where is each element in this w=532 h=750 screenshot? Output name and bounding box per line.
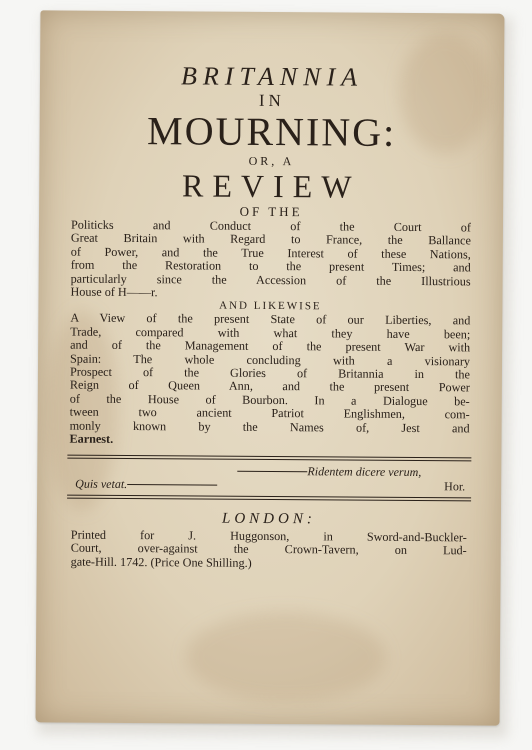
imprint-text [67, 528, 471, 572]
epigraph [67, 460, 471, 495]
title-line-or-a: OR, A [248, 153, 295, 169]
title-description [68, 219, 473, 302]
subtitle-line: and of the Management of the present War with [70, 337, 471, 355]
epigraph-dash [237, 471, 307, 472]
title-line-review: REVIEW [181, 167, 361, 205]
subtitle-line: Earnest. [69, 431, 114, 447]
subtitle-line: monly known by the Names of, Jest and [69, 418, 470, 436]
epigraph-text-2: Quis vetat. [75, 476, 128, 491]
description-line: Great Britain with Regard to France, the Ballance [70, 231, 471, 248]
epigraph-dash [127, 484, 217, 486]
epigraph-author: Hor. [444, 478, 466, 493]
subtitle-line: Reign of Queen Ann, and the present Power [69, 378, 470, 395]
epigraph-line-2 [75, 476, 217, 492]
title-page-text [67, 61, 475, 572]
description-line: House of H——r. [70, 284, 158, 300]
subtitle-line: Trade, compared with what they have been; [70, 324, 471, 342]
imprint-line: Printed for J. Huggonson, in Sword-and-Buckler- [70, 527, 467, 544]
epigraph-text-1: Ridentem dicere verum, [307, 463, 422, 479]
title-page [36, 10, 505, 725]
title-line-of-the: OF THE [239, 203, 303, 220]
title-line-britannia: BRITANNIA [180, 61, 364, 92]
subtitle-text [67, 312, 472, 449]
description-line: Politicks and Conduct of the Court of [70, 217, 472, 235]
imprint-line: Court, over-against the Crown-Tavern, on Lud- [70, 540, 467, 558]
subtitle-heading: AND LIKEWISE [219, 300, 322, 313]
paper-stain [186, 611, 387, 702]
subtitle-line: Spain: The whole concluding with a visionary [70, 351, 471, 369]
imprint-line: gate-Hill. 1742. (Price One Shilling.) [70, 554, 252, 570]
rule-block-bottom [67, 494, 471, 501]
subtitle-line: Prospect of the Glories of Britannia in the [69, 364, 471, 382]
epigraph-line-1 [237, 463, 421, 479]
description-line: of Power, and the True Interest of these Nations, [70, 244, 471, 262]
subtitle-line: of the House of Bourbon. In a Dialogue be- [69, 391, 470, 409]
title-line-mourning: MOURNING: [146, 108, 397, 155]
subtitle-line: A View of the present State of our Liberties, and [70, 311, 471, 328]
imprint-city: LONDON: [221, 510, 316, 527]
description-line: particularly since the Accession of the Illustrious [70, 271, 471, 289]
double-rule [67, 497, 471, 501]
title-line-in: IN [258, 90, 285, 111]
subtitle-line: tween two ancient Patriot Englishmen, com- [69, 404, 470, 422]
description-line: from the Restoration to the present Times; and [70, 257, 471, 275]
